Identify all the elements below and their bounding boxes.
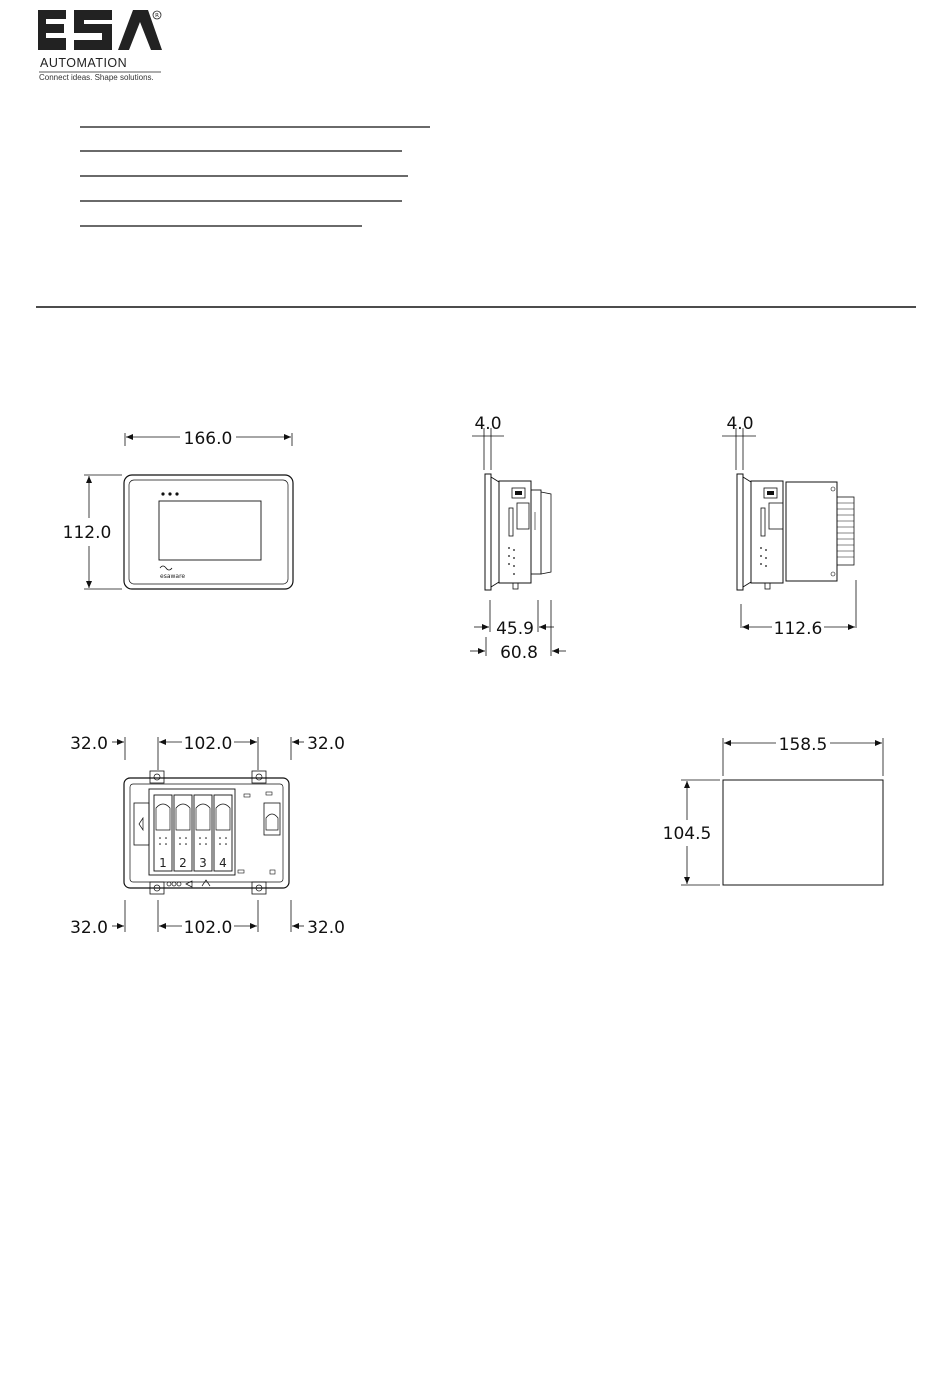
esaware-logo-icon [160, 566, 172, 570]
rear-view [70, 734, 345, 938]
total-depth-label: 60.8 [500, 643, 538, 663]
side-housing [499, 481, 531, 583]
registered-mark-icon [153, 11, 161, 19]
device-display [159, 501, 261, 560]
front-view [60, 429, 293, 589]
expansion-slots [154, 795, 232, 871]
brand-name: AUTOMATION [40, 56, 128, 70]
cutout-height-label: 104.5 [662, 824, 712, 844]
expansion-slot-icon [154, 795, 172, 871]
expanded-depth-label: 112.6 [773, 619, 823, 639]
expansion-slot-icon [174, 795, 192, 871]
rear-top-left-label: 32.0 [70, 734, 108, 754]
device-logo-text: esaware [160, 573, 186, 580]
side-view-expanded [722, 414, 856, 639]
header-field-lines [80, 127, 430, 226]
slot-number: 1 [159, 856, 167, 870]
status-led-icon [161, 492, 178, 495]
side-expanded-bezel-label: 4.0 [726, 414, 754, 434]
mounting-clip-icon [150, 771, 266, 894]
side-bezel-label: 4.0 [474, 414, 502, 434]
terminal-block-icon [837, 497, 854, 565]
panel-cutout [660, 735, 883, 885]
side-bezel [485, 474, 491, 590]
front-width-label: 166.0 [183, 429, 233, 449]
body-depth-label: 45.9 [496, 619, 534, 639]
slot-number: 3 [199, 856, 207, 870]
cutout-width-label: 158.5 [778, 735, 828, 755]
brand-tagline: Connect ideas. Shape solutions. [39, 73, 154, 82]
device-bezel [124, 475, 293, 589]
expansion-slot-icon [214, 795, 232, 871]
cutout-rectangle [723, 780, 883, 885]
rear-bottom-center-label: 102.0 [183, 918, 233, 938]
expansion-module [786, 482, 837, 581]
rear-top-right-label: 32.0 [307, 734, 345, 754]
side-view-compact [470, 414, 566, 663]
front-height-label: 112.0 [62, 523, 112, 543]
rear-port-icon [167, 880, 210, 887]
rear-bottom-left-label: 32.0 [70, 918, 108, 938]
svg-text:R: R [155, 13, 159, 20]
esa-logo-mark [38, 10, 162, 50]
rear-bottom-right-label: 32.0 [307, 918, 345, 938]
slot-number: 4 [219, 856, 227, 870]
brand-logo [38, 10, 162, 82]
expansion-slot-icon [194, 795, 212, 871]
rear-top-center-label: 102.0 [183, 734, 233, 754]
slot-number: 2 [179, 856, 187, 870]
